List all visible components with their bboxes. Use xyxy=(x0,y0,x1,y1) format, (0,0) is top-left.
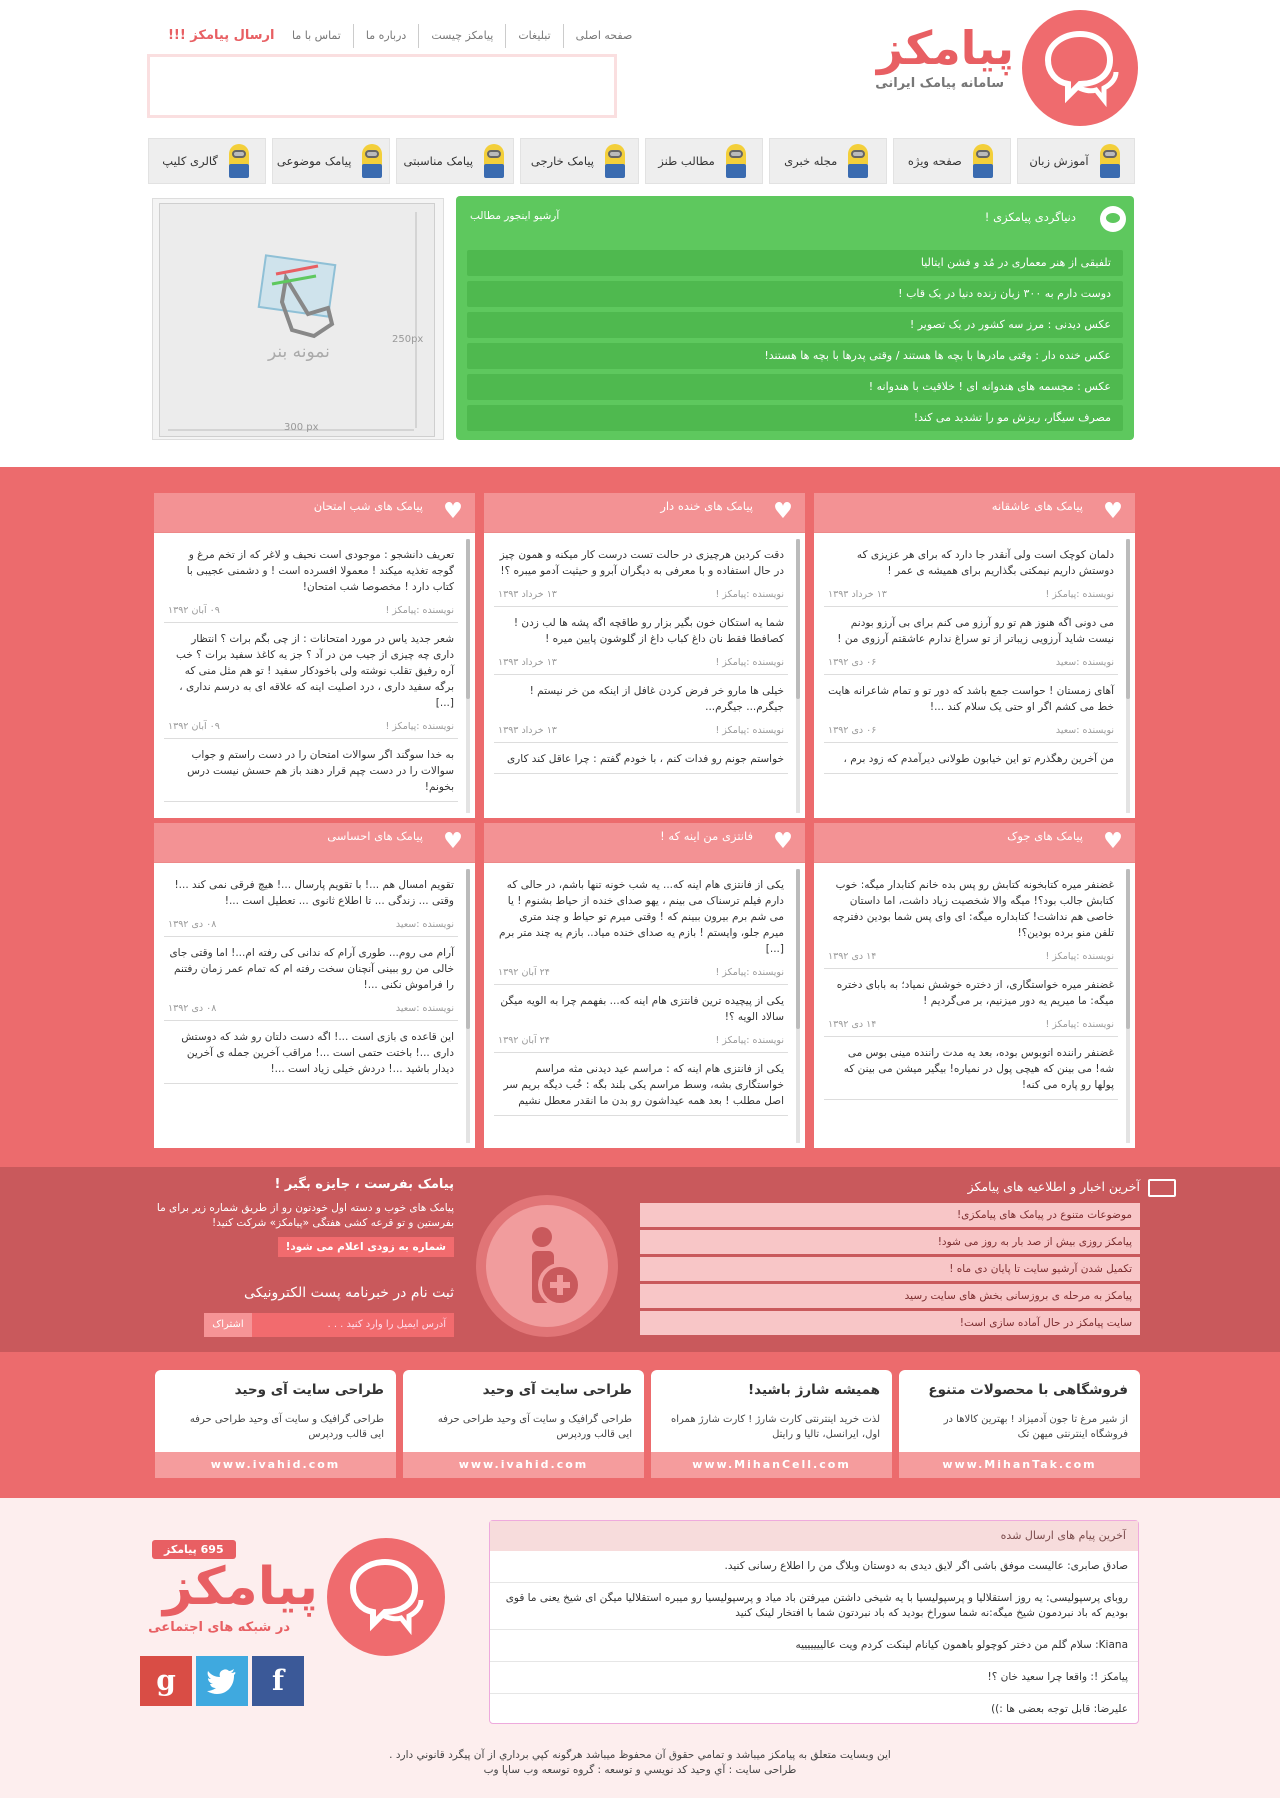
post-item xyxy=(824,969,1118,1037)
newsbox-title: دنیاگردی پیامکزی ! xyxy=(984,210,1076,224)
cat-occasion[interactable] xyxy=(396,138,514,184)
heart-icon: ♥ xyxy=(443,829,463,854)
site-header xyxy=(0,0,1280,140)
post-item xyxy=(494,675,788,743)
post-item xyxy=(494,743,788,774)
post-item xyxy=(164,1021,458,1084)
post-item xyxy=(824,675,1118,743)
band-news-list xyxy=(640,1203,1140,1338)
minion-icon xyxy=(723,144,749,178)
card-funny xyxy=(484,493,805,818)
cat-label: مجله خبری xyxy=(784,154,838,168)
post-date: ۱۳ خرداد ۱۳۹۳ xyxy=(498,657,557,668)
post-date: ۱۳ خرداد ۱۳۹۳ xyxy=(498,725,557,736)
newsletter-subscribe-button[interactable]: اشتراک xyxy=(204,1313,252,1337)
post-text[interactable]: دلمان کوچک است ولی آنقدر جا دارد که برای هر عزیزی که دوستش داریم نیمکتی بگذاریم برای همیشه ی عمر ! xyxy=(856,549,1114,577)
message-item[interactable]: Kiana: سلام گلم من دختر کوچولو باهمون کیانام لینکت کردم ویت عالیییییییه xyxy=(490,1630,1138,1662)
prize-title: پیامک بفرست ، جایزه بگیر ! xyxy=(274,1177,454,1192)
banner-height-label: 250px xyxy=(392,334,424,345)
sample-banner[interactable] xyxy=(152,198,444,440)
card-scrollbar[interactable] xyxy=(796,869,800,1143)
minion-icon xyxy=(970,144,996,178)
footer-logo-text: پیامکز xyxy=(162,1557,318,1617)
post-item xyxy=(494,607,788,675)
post-item xyxy=(824,607,1118,675)
last-messages-title: آخرین پیام های ارسال شده xyxy=(490,1521,1138,1551)
post-text[interactable]: خواستم جونم رو فدات کنم ، با خودم گفتم : چرا عاقل کند کاری xyxy=(506,753,784,765)
card-header xyxy=(484,823,805,863)
card-title[interactable]: پیامک های احساسی xyxy=(327,829,423,843)
post-text[interactable]: می دونی اگه هنوز هم تو رو آرزو می کنم برای بی آرزو بودنم نیست شاید آرزویی زیباتر از تو سراغ ندارم عاشقتم آرزوی من ! xyxy=(837,617,1114,645)
post-item xyxy=(164,739,458,802)
post-author: نویسنده :پیامکز ! xyxy=(385,605,454,616)
card-title[interactable]: پیامک های عاشقانه xyxy=(991,499,1083,513)
newsbox-item[interactable]: تلفیقی از هنر معماری در مُد و فشن ایتالیا xyxy=(467,250,1123,276)
ad-title: طراحی سایت آی وحید xyxy=(234,1382,384,1398)
post-text[interactable]: تقویم امسال هم ...! با تقویم پارسال ...! هیچ فرقی نمی کند ...! وقتی ... زندگی ... تا اطلاع ثانوی ... تعطیل است ...! xyxy=(174,879,454,907)
post-author: نویسنده :پیامکز ! xyxy=(715,967,784,978)
card-posts xyxy=(494,539,788,813)
card-exam-night xyxy=(154,493,475,818)
card-title[interactable]: فانتزی من اینه که ! xyxy=(660,829,753,843)
cat-label: پیامک خارجی xyxy=(530,154,595,168)
nav-home[interactable]: صفحه اصلی xyxy=(563,24,645,48)
nav-about-us[interactable]: درباره ما xyxy=(353,24,418,48)
card-scrollbar[interactable] xyxy=(466,869,470,1143)
post-text[interactable]: خیلی ها مارو خر فرض کردن غافل از اینکه من خر نیستم ! جیگرم... جیگرم... xyxy=(529,685,784,713)
post-author: نویسنده :پیامکز ! xyxy=(715,1035,784,1046)
card-title[interactable]: پیامک های شب امتحان xyxy=(313,499,423,513)
post-item xyxy=(164,869,458,937)
minion-icon xyxy=(226,144,252,178)
hand-click-icon xyxy=(158,204,434,438)
post-item xyxy=(824,869,1118,969)
post-item xyxy=(494,985,788,1053)
post-date: ۰۶ دی ۱۳۹۲ xyxy=(828,725,877,736)
post-author: نویسنده :سعید xyxy=(1055,657,1114,668)
heart-icon: ♥ xyxy=(1103,829,1123,854)
ad-text: لذت خرید اینترنتی کارت شارژ ! کارت شارژ همراه اول، ایرانسل، تالیا و رایتل xyxy=(671,1414,880,1440)
card-header xyxy=(814,823,1135,863)
prize-description: پیامک های خوب و دسته اول خودتون رو از طریق شماره زیر برای ما بفرستین و تو قرعه کشی هفتگی «پیامکز» شرکت کنید! xyxy=(156,1202,454,1229)
nav-contact[interactable]: تماس با ما xyxy=(292,29,341,42)
post-date: ۱۴ دی ۱۳۹۲ xyxy=(828,1019,877,1030)
band-news-item[interactable]: موضوعات متنوع در پیامک های پیامکزی! xyxy=(640,1203,1140,1227)
twitter-icon[interactable] xyxy=(196,1656,248,1706)
world-news-box xyxy=(456,196,1134,440)
message-item[interactable]: پیامکز !: واقعا چرا سعید خان ؟! xyxy=(490,1662,1138,1694)
minion-icon xyxy=(1097,144,1123,178)
card-posts xyxy=(824,869,1118,1143)
post-date: ۰۸ دی ۱۳۹۲ xyxy=(168,1003,217,1014)
heart-icon: ♥ xyxy=(1103,499,1123,524)
footer-logo-subtitle: در شبکه های اجتماعی xyxy=(148,1620,290,1635)
card-header xyxy=(484,493,805,533)
post-item xyxy=(164,937,458,1021)
message-item[interactable]: صادق صابری: عالیست موفق باشی اگر لایق دیدی به دوستان وبلاگ من را اطلاع رسانی کنید. xyxy=(490,1551,1138,1583)
band-news-item[interactable]: تکمیل شدن آرشیو سایت تا پایان دی ماه ! xyxy=(640,1257,1140,1281)
post-author: نویسنده :پیامکز ! xyxy=(1045,589,1114,600)
copyright-line: این وبسایت متعلق به پیامکز میباشد و تمامي حقوق آن محفوظ میباشد هرگونه کپي برداري از آن پيگرد قانوني دارد . xyxy=(389,1749,891,1761)
post-text[interactable]: شما یه استکان خون بگیر بزار رو طاقچه اگه پشه ها لب زدن ! کصافطا فقط نان داغ کباب داغ از گلوشون پایین میره ! xyxy=(513,617,784,645)
post-text[interactable]: یکی از پیچیده ترین فانتزی هام اینه که... بفهمم چرا به الویه میگن سالاد الویه ؟! xyxy=(500,995,784,1023)
card-posts xyxy=(824,539,1118,813)
post-author: نویسنده :سعید xyxy=(395,1003,454,1014)
post-text[interactable]: تعریف دانشجو : موجودی است نحیف و لاغر که از تخم مرغ و گوجه تغذیه میکند ! معمولا افسرده است ! و دشمنی عجیبی با کتاب دارد ! مخصوصا شب امتحان! xyxy=(186,549,454,593)
newsletter-email-input[interactable]: آدرس ایمیل را وارد کنید . . . xyxy=(246,1313,454,1337)
newsbox-item[interactable]: عکس دیدنی : مرز سه کشور در یک تصویر ! xyxy=(467,312,1123,338)
post-date: ۱۳ خرداد ۱۳۹۳ xyxy=(498,589,557,600)
cat-special[interactable] xyxy=(893,138,1011,184)
post-text[interactable]: یکی از فانتزی هام اینه که : مراسم عید دیدنی مثه مراسم خواستگاری بشه، وسط مراسم یکی بلند بگه : خُب دیگه بریم سر اصل مطلب ! بعد همه عیداشون رو بدن ما انقدر معطل نشیم xyxy=(503,1063,784,1107)
post-text[interactable]: دقت کردین هرچیزی در حالت تست درست کار میکنه و همون چیز در حال استفاده و با معرفی به دیگران آبرو و حیثیت آدمو میبره ؟! xyxy=(499,549,784,577)
news-and-prize-band xyxy=(0,1167,1280,1352)
post-item xyxy=(824,1037,1118,1100)
post-text[interactable]: یکی از فانتزی هام اینه که... یه شب خونه تنها باشم، در حالی که دارم فیلم ترسناک می بینم ، یهو صدای خنده از حیاط بشنوم ! یا می شم برم بیرون ببینم که ! وقتی میرم تو حیاط و چند متری میرم جلو، وایستم ! بازم یه صدای خنده میاد.. بازم یه چند متر برم [...] xyxy=(499,879,784,955)
newsbox-item[interactable]: عکس خنده دار : وقتی مادرها با بچه ها هستند / وقتی پدرها با بچه ها هستند! xyxy=(467,343,1123,369)
send-sms-link[interactable]: ارسال پیامکز !!! xyxy=(168,28,275,43)
ad-block[interactable] xyxy=(899,1370,1140,1478)
post-text[interactable]: غضنفر میره خواستگاری، از دختره خوشش نمیاد؛ به بابای دختره میگه: ما میریم یه دور میزنیم، بر می‌گردیم ! xyxy=(836,979,1114,1007)
band-news-item[interactable]: پیامکز روزی بیش از صد بار به روز می شود! xyxy=(640,1230,1140,1254)
heart-icon: ♥ xyxy=(773,829,793,854)
post-item xyxy=(164,539,458,623)
newsbox-item[interactable]: مصرف سیگار، ریزش مو را تشدید می کند! xyxy=(467,405,1123,431)
ad-title: فروشگاهی با محصولات متنوع xyxy=(928,1382,1128,1398)
top-navigation xyxy=(280,24,644,48)
post-date: ۰۹ آبان ۱۳۹۲ xyxy=(168,721,220,732)
post-item xyxy=(164,623,458,739)
post-author: نویسنده :سعید xyxy=(395,919,454,930)
post-author: نویسنده :پیامکز ! xyxy=(1045,1019,1114,1030)
card-scrollbar[interactable] xyxy=(796,539,800,813)
band-news-item[interactable]: سایت پیامکز در حال آماده سازی است! xyxy=(640,1311,1140,1335)
post-author: نویسنده :پیامکز ! xyxy=(1045,951,1114,962)
post-text[interactable]: این قاعده ی بازی است ...! اگه دست دلتان رو شد که دوستش داری ...! باختت حتمی است ...! مراقب آخرین جمله ی آخرین دیدار باشید ...! دردش خیلی زیاد است ...! xyxy=(181,1031,454,1075)
banner-label: نمونه بنر xyxy=(268,342,330,362)
card-jokes xyxy=(814,823,1135,1148)
nav-ads[interactable]: تبلیغات xyxy=(505,24,562,48)
cat-magazine[interactable] xyxy=(769,138,887,184)
cat-label: گالری کلیپ xyxy=(162,154,218,168)
ad-url[interactable]: www.MihanTak.com xyxy=(899,1452,1140,1478)
post-text[interactable]: من آخرین رهگذرم تو این خیابون طولانی دیرآمدم که زود برم ، xyxy=(843,753,1114,765)
post-author: نویسنده :پیامکز ! xyxy=(715,589,784,600)
post-text[interactable]: آرام می روم... طوری آرام که ندانی کی رفته ام...! اما وقتی جای خالی من رو ببینی آنچنان سخت رفته ام که تمام عمر زمان رفتنم را فراموش نکنی ...! xyxy=(169,947,454,991)
ads-section xyxy=(0,1352,1280,1498)
prize-number-button[interactable]: شماره به زودی اعلام می شود! xyxy=(278,1237,454,1257)
card-posts xyxy=(164,539,458,813)
banner-width-label: 300 px xyxy=(284,422,319,433)
nav-about-payamakz[interactable]: پیامکز چیست xyxy=(418,24,505,48)
band-news-title: آخرین اخبار و اطلاعیه های پیامکز xyxy=(967,1179,1140,1194)
heart-icon: ♥ xyxy=(443,499,463,524)
ad-block[interactable] xyxy=(155,1370,396,1478)
cat-topic[interactable] xyxy=(272,138,390,184)
card-emotional xyxy=(154,823,475,1148)
ad-text: طراحی گرافیک و سایت آی وحید طراحی حرفه ایی قالب وردپرس xyxy=(189,1414,384,1440)
copyright xyxy=(0,1748,1280,1778)
logo-icon[interactable] xyxy=(1022,10,1138,126)
post-item xyxy=(824,743,1118,774)
cat-label: پیامک مناسبتی xyxy=(403,154,474,168)
heart-icon: ♥ xyxy=(773,499,793,524)
cat-language[interactable] xyxy=(1017,138,1135,184)
ad-url[interactable]: www.ivahid.com xyxy=(155,1452,396,1478)
card-posts xyxy=(494,869,788,1143)
post-date: ۰۶ دی ۱۳۹۲ xyxy=(828,657,877,668)
site-footer xyxy=(0,1498,1280,1798)
ad-title: همیشه شارژ باشید! xyxy=(747,1382,880,1398)
cat-foreign[interactable] xyxy=(520,138,638,184)
logo-subtitle: سامانه پیامک ایرانی xyxy=(875,76,1004,91)
last-messages-box xyxy=(489,1520,1139,1724)
post-text[interactable]: به خدا سوگند اگر سوالات امتحان را در دست راستم و جواب سوالات را در دست چپم قرار دهند باز هم حسش نیست درس بخونم! xyxy=(187,749,454,793)
post-author: نویسنده :پیامکز ! xyxy=(715,725,784,736)
ad-url[interactable]: www.ivahid.com xyxy=(403,1452,644,1478)
message-item[interactable]: علیرضا: قابل توجه بعضی ها :)) xyxy=(991,1703,1128,1715)
card-fantasy xyxy=(484,823,805,1148)
facebook-icon[interactable]: f xyxy=(252,1656,304,1706)
post-text[interactable]: شعر جدید یاس در مورد امتحانات : از چی بگم برات ؟ انتظار داری چه چیزی از جیب من در آد ؟ جز یه کاغذ سفید برات ؟ خب آره رفیق تقلب نوشته ولی باخودکار سفید ! تو هم مثل منی که برگه سفید داری ، درد اصلیت اینه که علاقه ای به درسم نداری ، [...] xyxy=(176,633,454,709)
card-header xyxy=(154,823,475,863)
post-text[interactable]: غضنفر میره کتابخونه کتابش رو پس بده خانم کتابدار میگه: خوب کتابش جالب بود؟! میگه والا شخصیت زیاد داشت، اما داستان خاصی هم نداشت! کتابداره میگه: ای وای پس شما بودین دفترچه تلفن منو برده بودین؟! xyxy=(832,879,1114,939)
post-author: نویسنده :سعید xyxy=(1055,725,1114,736)
newsletter-title: ثبت نام در خبرنامه پست الکترونیکی xyxy=(244,1285,454,1301)
minion-icon xyxy=(359,144,385,178)
card-romantic xyxy=(814,493,1135,818)
card-scrollbar[interactable] xyxy=(1126,539,1130,813)
post-date: ۰۸ دی ۱۳۹۲ xyxy=(168,919,217,930)
post-text[interactable]: آهای زمستان ! حواست جمع باشد که دور تو و تمام شاعرانه هایت خط می کشم اگر او حتی یک سلام کند ...! xyxy=(828,685,1114,713)
chat-bubble-icon xyxy=(1100,206,1126,232)
banner-placeholder xyxy=(159,203,435,437)
cat-label: پیامک موضوعی xyxy=(276,154,352,168)
minion-icon xyxy=(845,144,871,178)
footer-logo-icon xyxy=(327,1538,445,1656)
newsbox-list xyxy=(467,250,1123,436)
cat-gallery[interactable] xyxy=(148,138,266,184)
ad-text: از شیر مرغ تا جون آدمیزاد ! بهترین کالاها در فروشگاه اینترنتی میهن تک xyxy=(943,1414,1128,1440)
google-plus-icon[interactable]: g xyxy=(140,1656,192,1706)
card-header xyxy=(154,493,475,533)
card-scrollbar[interactable] xyxy=(1126,869,1130,1143)
post-date: ۲۴ آبان ۱۳۹۲ xyxy=(498,967,550,978)
ad-url[interactable]: www.MihanCell.com xyxy=(651,1452,892,1478)
card-posts xyxy=(164,869,458,1143)
ad-title: طراحی سایت آی وحید xyxy=(482,1382,632,1398)
logo-text[interactable]: پیامکز xyxy=(876,21,1014,75)
post-item xyxy=(494,1053,788,1116)
post-date: ۲۴ آبان ۱۳۹۲ xyxy=(498,1035,550,1046)
newsbox-item[interactable]: عکس : مجسمه های هندوانه ای ! خلاقیت با هندوانه ! xyxy=(467,374,1123,400)
ad-text: طراحی گرافیک و سایت آی وحید طراحی حرفه ایی قالب وردپرس xyxy=(437,1414,632,1440)
cat-label: مطالب طنز xyxy=(658,154,715,168)
newsbox-item[interactable]: دوست دارم به ۳۰۰ زبان زنده دنیا در یک قاب ! xyxy=(467,281,1123,307)
post-item xyxy=(494,539,788,607)
card-title[interactable]: پیامک های خنده دار xyxy=(660,499,753,513)
band-news-item[interactable]: پیامکز به مرحله ی بروزسانی بخش های سایت رسید xyxy=(640,1284,1140,1308)
sms-cards-section xyxy=(0,467,1280,1167)
post-date: ۱۳ خرداد ۱۳۹۳ xyxy=(828,589,887,600)
post-text[interactable]: غضنفر راننده اتوبوس بوده، بعد یه مدت راننده مینی بوس می شه! می بینن که هیچی پول در نمیاره! بیگیر میشن می بینن که پولها رو پاره می کنه! xyxy=(843,1047,1114,1091)
post-item xyxy=(824,539,1118,607)
cat-label: صفحه ویژه xyxy=(907,154,962,168)
post-date: ۰۹ آبان ۱۳۹۲ xyxy=(168,605,220,616)
card-title[interactable]: پیامک های جوک xyxy=(1007,829,1083,843)
category-nav xyxy=(148,138,1135,184)
follower-count-badge: 695 پیامکز xyxy=(152,1540,236,1559)
post-author: نویسنده :پیامکز ! xyxy=(385,721,454,732)
minion-icon xyxy=(602,144,628,178)
card-header xyxy=(814,493,1135,533)
ad-block[interactable] xyxy=(403,1370,644,1478)
card-scrollbar[interactable] xyxy=(466,539,470,813)
minion-icon xyxy=(481,144,507,178)
post-date: ۱۴ دی ۱۳۹۲ xyxy=(828,951,877,962)
add-user-icon xyxy=(476,1195,618,1337)
cat-humor[interactable] xyxy=(645,138,763,184)
header-ad-box xyxy=(147,54,617,118)
cat-label: آموزش زبان xyxy=(1029,154,1089,168)
ad-block[interactable] xyxy=(651,1370,892,1478)
post-author: نویسنده :پیامکز ! xyxy=(715,657,784,668)
post-item xyxy=(494,869,788,985)
newspaper-icon xyxy=(1148,1179,1176,1197)
message-item[interactable]: روبای پرسپولیسی: یه روز استقلالیا و پرسپولیسیا با یه شیخی داشتن میرفتن باد میاد و پرسپولیسیا رو میبره استقلالیا میگن ای شیخ یعنی ما قوی بودیم که باد نبردمون شیخ میگه:نه شما سوراخ بودید که باد نبردتون شما با افتخار لینک کنید xyxy=(490,1583,1138,1630)
newsbox-archive-link[interactable]: آرشیو اینجور مطالب xyxy=(470,210,560,222)
credits-line: طراحی سایت : آي وحيد كد نويسي و توسعه : گروه توسعه وب ساپا وب xyxy=(483,1764,797,1776)
